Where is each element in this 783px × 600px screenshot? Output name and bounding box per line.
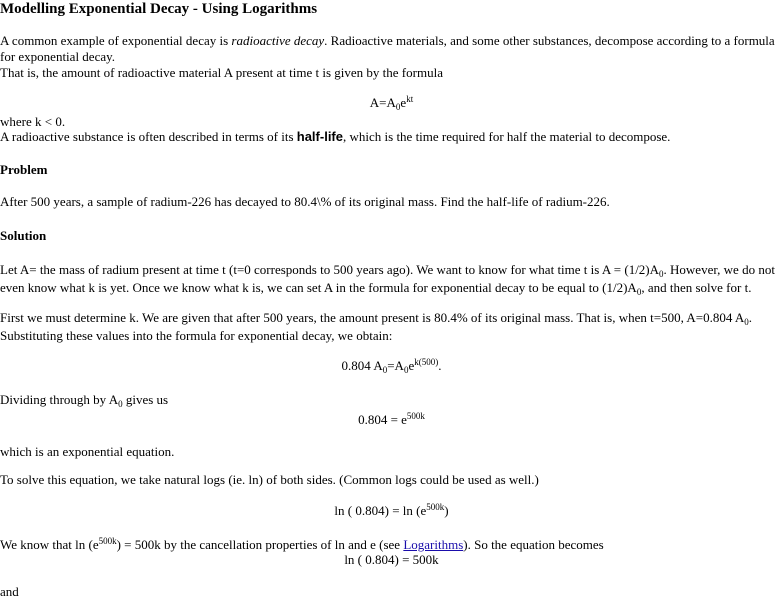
problem-heading: Problem — [0, 162, 48, 177]
problem-text: After 500 years, a sample of radium-226 has decayed to 80.4\% of its original mass. Find the half-life of radium-226. — [0, 194, 610, 209]
radioactive-decay-term: radioactive decay — [231, 33, 325, 48]
equation-ln-result: ln ( 0.804) = 500k — [344, 552, 439, 567]
intro-paragraph: A common example of exponential decay is radioactive decay. Radioactive materials, and some other substances, decompose according to a formula for exponential decay. That is, the amount of radioactive material A present at time t is given by the formula — [0, 33, 775, 80]
exponential-equation-text: which is an exponential equation. — [0, 444, 175, 459]
equation-substituted: 0.804 $A_0=A_0e^{k(500)}$. — [341, 357, 442, 375]
solution-heading: Solution — [0, 228, 47, 243]
formula-intro-text: That is, the amount of radioactive material A present at time t is given by the formula — [0, 65, 443, 80]
page-title: Modelling Exponential Decay - Using Logarithms — [0, 1, 318, 17]
solution-paragraph-1: Let A= the mass of radium present at time t (t=0 corresponds to 500 years ago). We want to know for what time t is $A = (1/2)A_0$. However, we do not even know what k is yet. Once we know what k is, we can set A in the formula for exponential decay to be equal to $(1/2)A_0$, and then solve for t. — [0, 262, 775, 297]
cancellation-text: We know that $\ln (e^{500k}) = 500k$ by the cancellation properties of ln and e (see Logarithms). So the equation becomes — [0, 536, 604, 552]
halflife-definition: A radioactive substance is often described in terms of its half-life, which is the time required for half the material to decompose. — [0, 129, 671, 144]
halflife-term: half-life — [296, 129, 343, 144]
decay-formula: $A=A_0e^{kt}$ — [369, 94, 414, 112]
and-text: and — [0, 584, 19, 599]
where-text: where k < 0. — [0, 114, 66, 129]
natural-logs-text: To solve this equation, we take natural logs (ie. ln) of both sides. (Common logs could be used as well.) — [0, 472, 539, 487]
equation-exponential: $0.804 = e^{500k}$ — [358, 411, 425, 427]
logarithms-link[interactable]: Logarithms — [403, 537, 464, 552]
equation-ln-both-sides: ln ( $0.804) = \ln (e^{500k})$ — [334, 502, 449, 518]
dividing-text: Dividing through by $A_0$ gives us — [0, 392, 169, 409]
solution-paragraph-2: First we must determine k. We are given that after 500 years, the amount present is 80.4% of its original mass. That is, when t=500, A=0.804 $A_0$. Substituting these values into the formula for exponential decay, we obtain: — [0, 310, 752, 343]
